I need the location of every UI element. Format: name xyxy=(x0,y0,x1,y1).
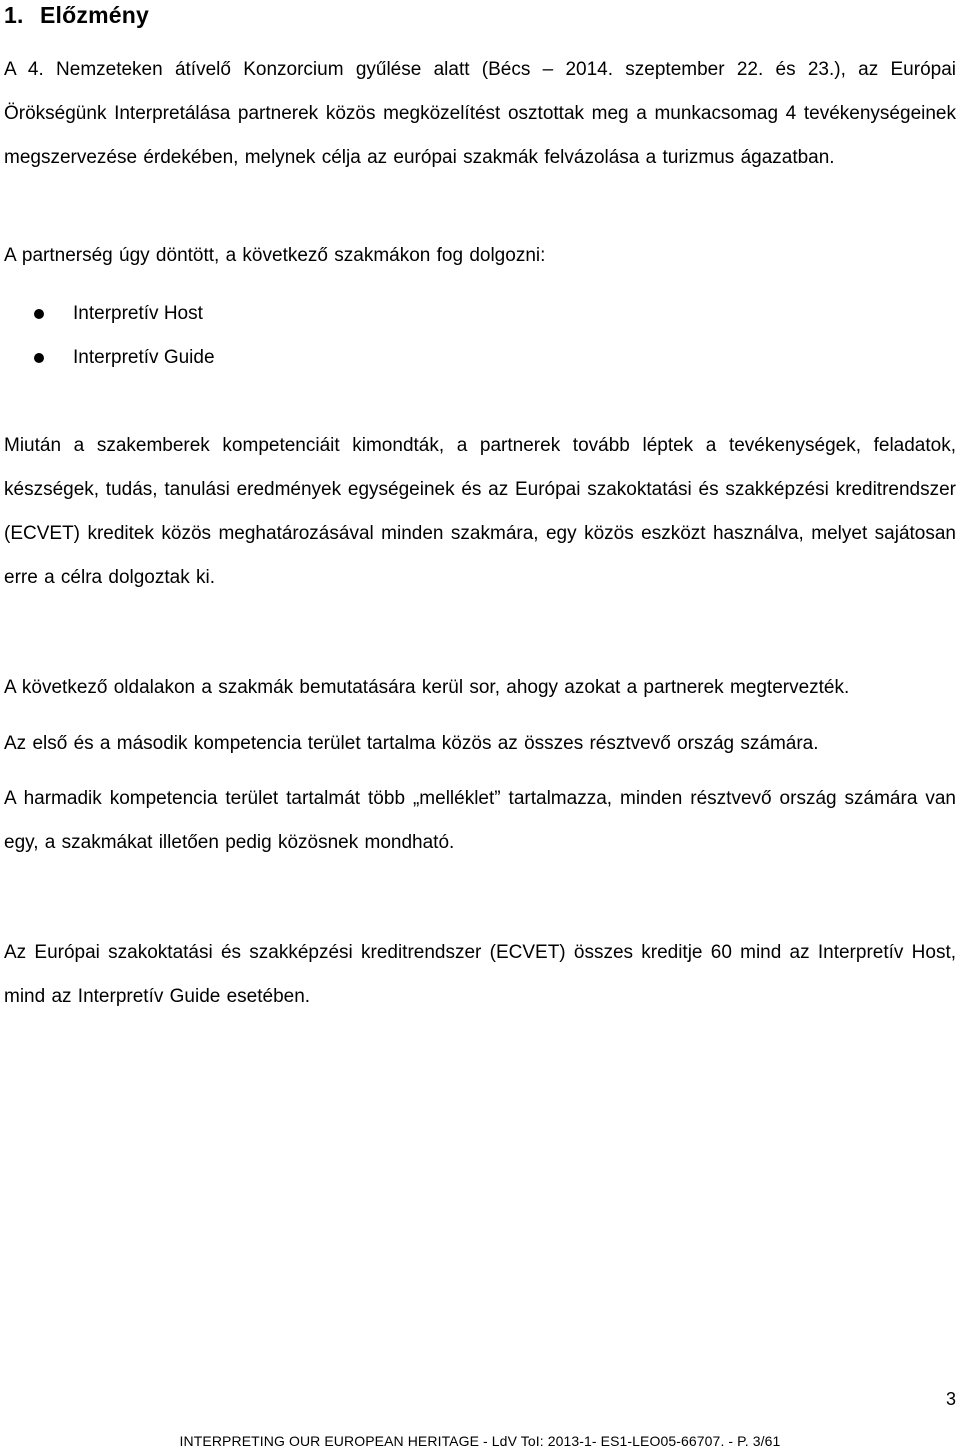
list-item xyxy=(0,292,215,336)
list-item-label: Interpretív Guide xyxy=(73,347,215,368)
profession-list xyxy=(0,292,215,380)
section-number: 1. xyxy=(4,2,24,28)
decision-paragraph: A partnerség úgy döntött, a következő szakmákon fog dolgozni: xyxy=(4,245,546,266)
next-pages-paragraph: A következő oldalakon a szakmák bemutatására kerül sor, ahogy azokat a partnerek megtervezték. xyxy=(4,677,850,698)
section-heading xyxy=(4,0,149,30)
third-area-paragraph: A harmadik kompetencia terület tartalmát több „melléklet” tartalmazza, minden résztvevő ország számára van egy, a szakmákat illetően pedig közösnek mondható. xyxy=(4,788,956,853)
first-second-area-paragraph: Az első és a második kompetencia terület tartalma közös az összes résztvevő ország számára. xyxy=(4,733,819,754)
list-item-label: Interpretív Host xyxy=(73,303,203,324)
page-footer: INTERPRETING OUR EUROPEAN HERITAGE - LdV ToI: 2013-1- ES1-LEO05-66707. - P. 3/61 xyxy=(179,1433,781,1449)
intro-paragraph: A 4. Nemzeteken átívelő Konzorcium gyűlése alatt (Bécs – 2014. szeptember 22. és 23.), az Európai Örökségünk Interpretálása partnerek közös megközelítést osztottak meg a munkacsomag 4 tevékenységeinek megszervezése érdekében, melynek célja az európai szakmák felvázolása a turizmus ágazatban. xyxy=(4,59,956,168)
bullet-icon xyxy=(34,353,44,363)
list-item xyxy=(0,336,215,380)
ecvet-credits-paragraph: Az Európai szakoktatási és szakképzési kreditrendszer (ECVET) összes kreditje 60 mind az Interpretív Host, mind az Interpretív Guide esetében. xyxy=(4,942,956,1007)
bullet-icon xyxy=(34,309,44,319)
page-number: 3 xyxy=(945,1389,956,1409)
section-title: Előzmény xyxy=(40,2,149,28)
competence-paragraph: Miután a szakemberek kompetenciáit kimondták, a partnerek tovább léptek a tevékenységek, feladatok, készségek, tudás, tanulási eredmények egységeinek és az Európai szakoktatási és szakképzési kreditrendszer (ECVET) kreditek közös meghatározásával minden szakmára, egy közös eszközt használva, melyet sajátosan erre a célra dolgoztak ki. xyxy=(4,435,956,588)
